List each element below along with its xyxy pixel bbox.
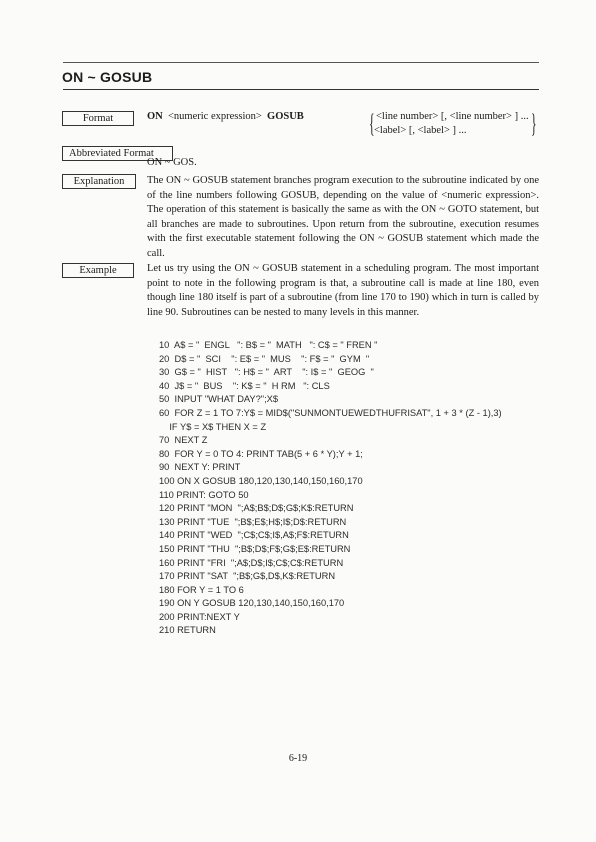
example-label: Example bbox=[62, 263, 134, 278]
example-paragraph: Let us try using the ON ~ GOSUB statement in a scheduling program. The most important point to note in the following program is that, a subroutine call is made at line 180, even though line 180 itself is part of a subroutine (from line 170 to 190) which in turn is called by line 90. Subroutines can be nested to many levels in this manner. bbox=[147, 263, 539, 318]
program-listing bbox=[159, 339, 502, 638]
title-rule bbox=[63, 89, 539, 90]
program-line: 210 RETURN bbox=[159, 625, 216, 636]
page-title: ON ~ GOSUB bbox=[62, 69, 153, 85]
keyword-gosub: GOSUB bbox=[267, 111, 304, 122]
format-option-labels: <label> [, <label> ] ... bbox=[374, 125, 467, 136]
program-line: 50 INPUT "WHAT DAY?";X$ bbox=[159, 394, 279, 405]
program-line: 130 PRINT "TUE ";B$;E$;H$;I$;D$:RETURN bbox=[159, 516, 347, 527]
program-line: 10 A$ = " ENGL ": B$ = " MATH ": C$ = " FREN " bbox=[159, 340, 378, 350]
program-line: 170 PRINT "SAT ";B$;G$,D$,K$:RETURN bbox=[159, 571, 336, 582]
program-line: IF Y$ = X$ THEN X = Z bbox=[159, 421, 267, 432]
format-label: Format bbox=[62, 111, 134, 126]
abbreviated-format-label: Abbreviated Format bbox=[62, 146, 173, 161]
program-line: 30 G$ = " HIST ": H$ = " ART ": I$ = " GEOG " bbox=[159, 367, 374, 378]
program-line: 190 ON Y GOSUB 120,130,140,150,160,170 bbox=[159, 598, 345, 609]
program-line: 100 ON X GOSUB 180,120,130,140,150,160,170 bbox=[159, 475, 363, 486]
program-line: 60 FOR Z = 1 TO 7:Y$ = MID$("SUNMONTUEWEDTHUFRISAT", 1 + 3 * (Z - 1),3) bbox=[159, 407, 502, 418]
program-line: 70 NEXT Z bbox=[159, 435, 208, 446]
numeric-expression: <numeric expression> bbox=[168, 111, 262, 122]
program-line: 80 FOR Y = 0 TO 4: PRINT TAB(5 + 6 * Y);Y + 1; bbox=[159, 448, 363, 459]
format-option-line-numbers: <line number> [, <line number> ] ... bbox=[376, 111, 529, 122]
program-line: 90 NEXT Y: PRINT bbox=[159, 462, 241, 473]
program-line: 120 PRINT "MON ";A$;B$;D$;G$;K$:RETURN bbox=[159, 503, 354, 514]
program-line: 150 PRINT "THU ";B$;D$;F$;G$;E$:RETURN bbox=[159, 543, 351, 554]
program-line: 160 PRINT "FRI ";A$;D$;I$;C$;C$:RETURN bbox=[159, 557, 344, 568]
program-line: 20 D$ = " SCI ": E$ = " MUS ": F$ = " GYM " bbox=[159, 353, 370, 364]
program-line: 200 PRINT:NEXT Y bbox=[159, 611, 240, 622]
right-brace: } bbox=[531, 109, 537, 138]
page-number: 6-19 bbox=[288, 753, 308, 764]
top-rule bbox=[63, 62, 539, 63]
left-brace: { bbox=[369, 109, 375, 138]
program-line: 40 J$ = " BUS ": K$ = " H RM ": CLS bbox=[159, 380, 330, 391]
abbreviated-format-text: ON ~ GOS. bbox=[147, 157, 197, 168]
program-line: 110 PRINT: GOTO 50 bbox=[159, 489, 249, 500]
keyword-on: ON bbox=[147, 111, 163, 122]
explanation-paragraph: The ON ~ GOSUB statement branches program execution to the subroutine indicated by one of the line numbers following GOSUB, depending on the value of <numeric expression>. The operation of this statement is basically the same as with the ON ~ GOTO statement, but all branches are made to subroutines. Upon return from the subroutine, execution resumes with the first executable statement following the ON ~ GOSUB statement which made the call. bbox=[147, 175, 539, 259]
explanation-label: Explanation bbox=[62, 174, 136, 189]
format-syntax bbox=[147, 110, 304, 124]
program-line: 140 PRINT "WED ";C$;C$;I$,A$;F$:RETURN bbox=[159, 530, 349, 541]
program-line: 180 FOR Y = 1 TO 6 bbox=[159, 584, 244, 595]
